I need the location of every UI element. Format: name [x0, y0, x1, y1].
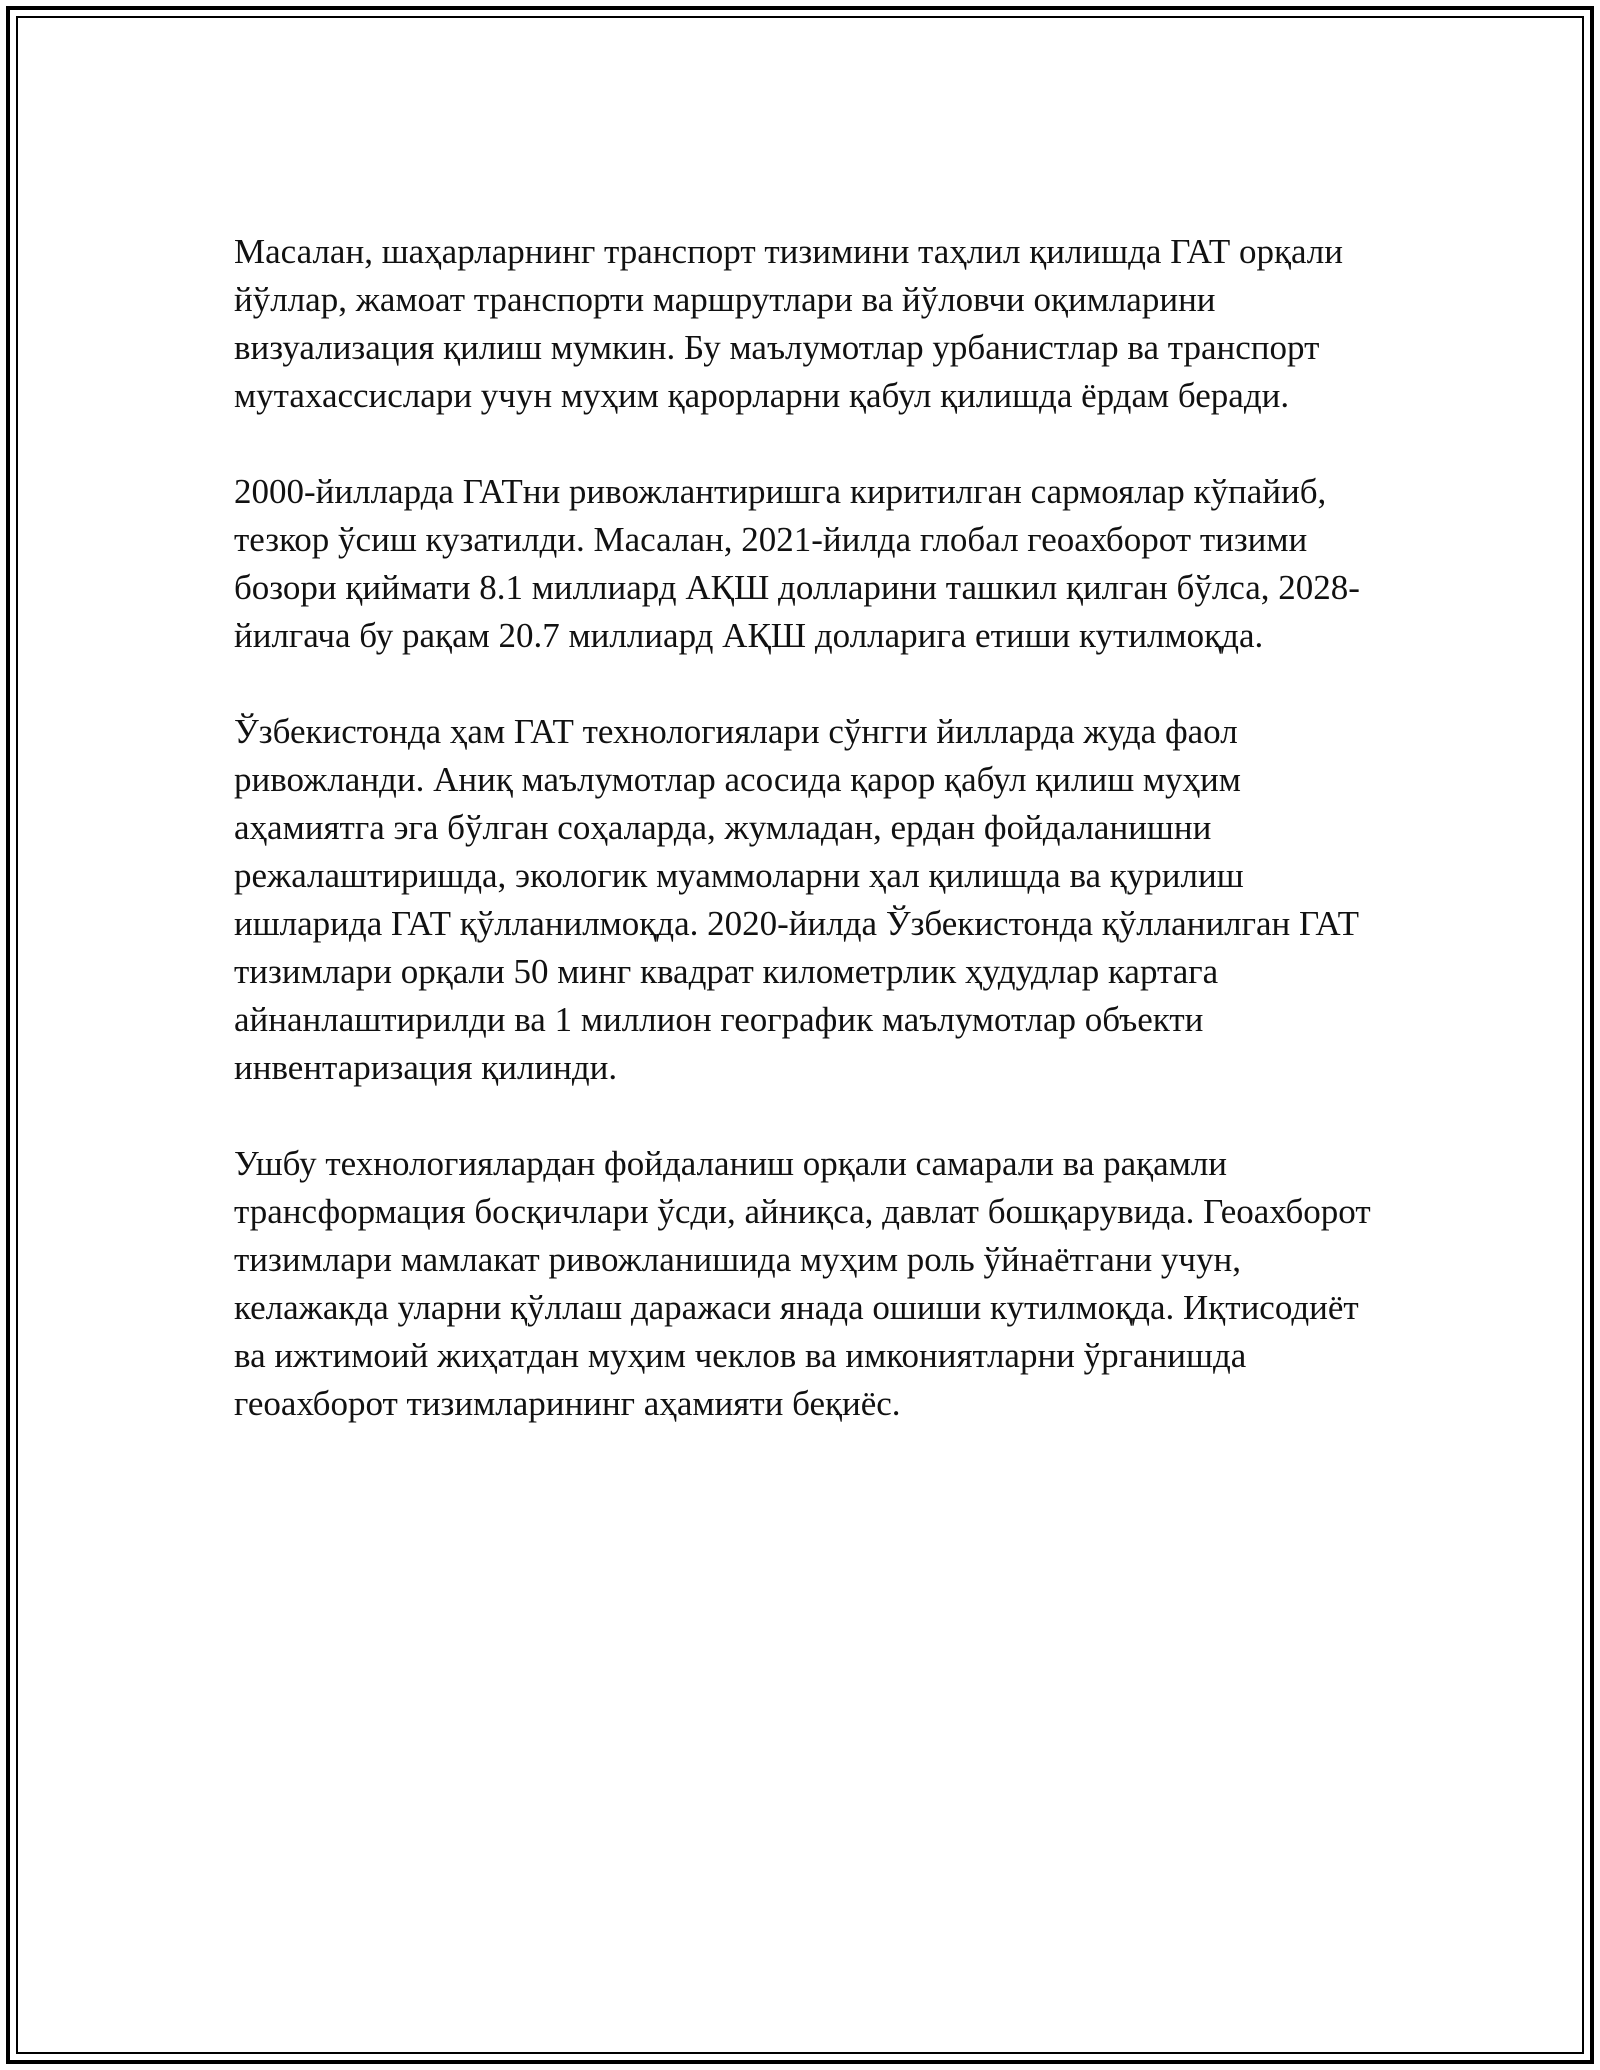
paragraph-market-growth: 2000-йилларда ГАТни ривожлантиришга киритилган сармоялар кўпайиб, тезкор ўсиш кузатилди. Масалан, 2021-йилда глобал геоахборот тизими бозори қиймати 8.1 миллиард АҚШ долларини ташкил қилган бўлса, 2028-йилгача бу рақам 20.7 миллиард АҚШ долларига етиши кутилмоқда.	[234, 472, 1360, 655]
paragraph-transport-analysis: Масалан, шаҳарларнинг транспорт тизимини таҳлил қилишда ГАТ орқали йўллар, жамоат транспорти маршрутлари ва йўловчи оқимларини визуализация қилиш мумкин. Бу маълумотлар урбанистлар ва транспорт мутахассислари учун муҳим қарорларни қабул қилишда ёрдам беради.	[234, 232, 1343, 415]
paragraph-uzbekistan-gis: Ўзбекистонда ҳам ГАТ технологиялари сўнгги йилларда жуда фаол ривожланди. Аниқ маълумотлар асосида қарор қабул қилиш муҳим аҳамиятга эга бўлган соҳаларда, жумладан, ердан фойдаланишни режалаштиришда, экологик муаммоларни ҳал қилишда ва қурилиш ишларида ГАТ қўлланилмоқда. 2020-йилда Ўзбекистонда қўлланилган ГАТ тизимлари орқали 50 минг квадрат километрлик ҳудудлар картага айнанлаштирилди ва 1 миллион географик маълумотлар объекти инвентаризация қилинди.	[234, 712, 1360, 1087]
paragraph-digital-transformation: Ушбу технологиялардан фойдаланиш орқали самарали ва рақамли трансформация босқичлари ўсди, айниқса, давлат бошқарувида. Геоахборот тизимлари мамлакат ривожланишида муҳим роль ўйнаётгани учун, келажакда уларни қўллаш даражаси янада ошиши кутилмоқда. Иқтисодиёт ва ижтимоий жиҳатдан муҳим чеклов ва имкониятларни ўрганишда геоахборот тизимларининг аҳамияти беқиёс.	[234, 1144, 1371, 1423]
document-body	[234, 228, 1384, 1476]
